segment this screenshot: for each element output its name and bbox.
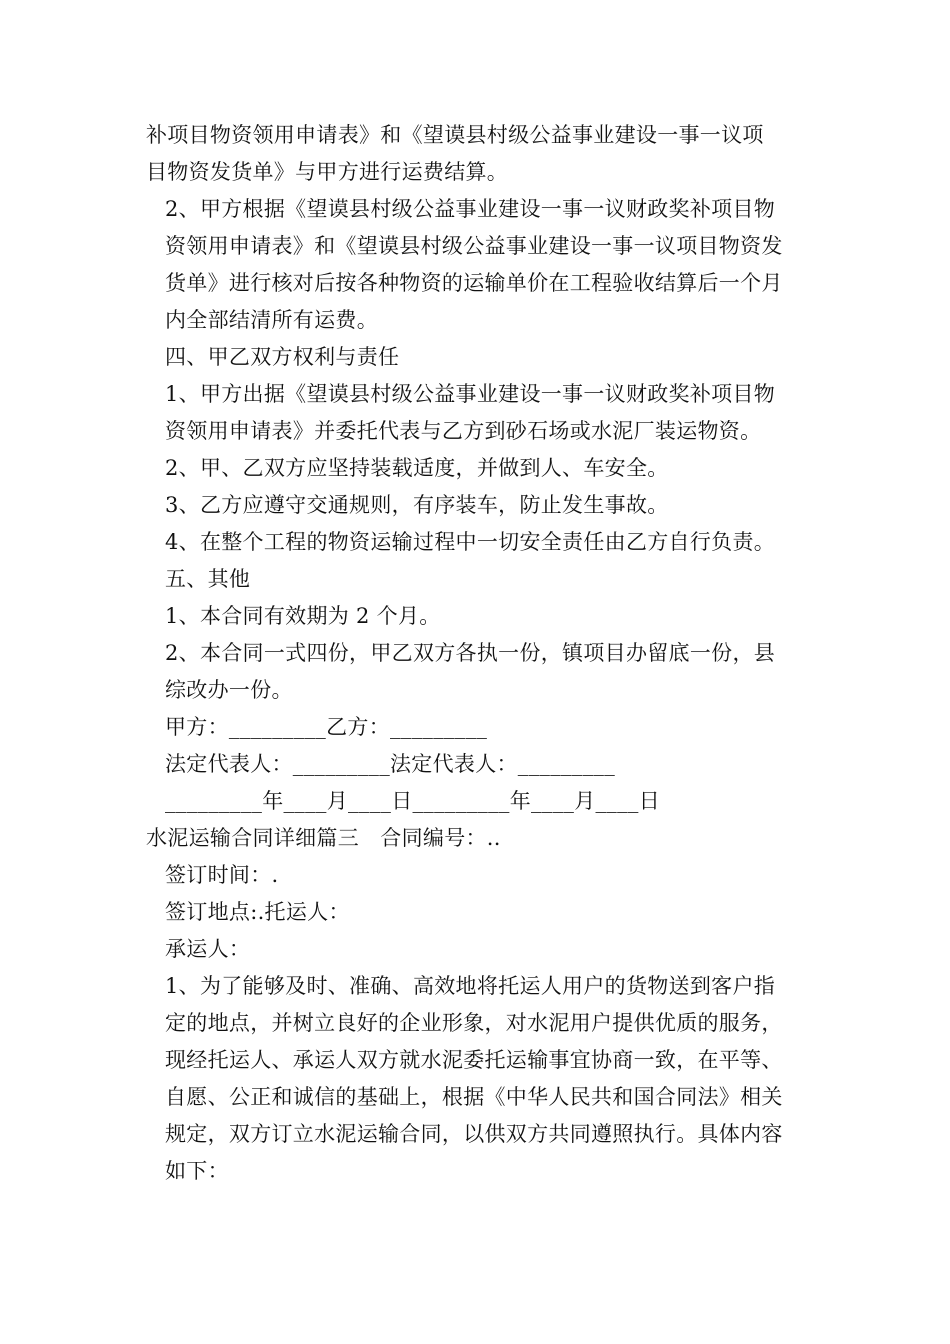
text-line: 3、乙方应遵守交通规则，有序装车，防止发生事故。 <box>165 493 669 517</box>
signature-representative-line <box>146 746 810 783</box>
text-line: 签订时间：. <box>165 863 279 887</box>
paragraph <box>146 968 810 1190</box>
text-line: 货单》进行核对后按各种物资的运输单价在工程验收结算后一个月 <box>165 271 783 295</box>
paragraph <box>146 191 810 339</box>
text-line: 自愿、公正和诚信的基础上，根据《中华人民共和国合同法》相关 <box>165 1085 783 1109</box>
text-line: 甲方：_________乙方：_________ <box>165 715 488 739</box>
text-line: 水泥运输合同详细篇三 合同编号：.. <box>146 826 501 850</box>
signing-time <box>146 857 810 894</box>
contract-heading <box>146 820 810 857</box>
text-line: 目物资发货单》与甲方进行运费结算。 <box>146 160 509 184</box>
section-heading <box>146 339 810 376</box>
text-line: 资领用申请表》和《望谟县村级公益事业建设一事一议项目物资发 <box>165 234 783 258</box>
paragraph <box>146 598 810 635</box>
signature-party-line <box>146 709 810 746</box>
text-line: 定的地点，并树立良好的企业形象，对水泥用户提供优质的服务， <box>165 1011 783 1035</box>
paragraph <box>146 450 810 487</box>
paragraph <box>146 376 810 450</box>
text-line: 现经托运人、承运人双方就水泥委托运输事宜协商一致，在平等、 <box>165 1048 783 1072</box>
text-line: 五、其他 <box>165 567 251 591</box>
paragraph <box>146 117 810 191</box>
text-line: 资领用申请表》并委托代表与乙方到砂石场或水泥厂装运物资。 <box>165 419 762 443</box>
paragraph <box>146 524 810 561</box>
text-line: 2、本合同一式四份，甲乙双方各执一份，镇项目办留底一份，县 <box>165 641 776 665</box>
text-line: 四、甲乙双方权利与责任 <box>165 345 400 369</box>
text-line: 综改办一份。 <box>165 678 293 702</box>
text-line: 4、在整个工程的物资运输过程中一切安全责任由乙方自行负责。 <box>165 530 776 554</box>
text-line: 2、甲方根据《望谟县村级公益事业建设一事一议财政奖补项目物 <box>165 197 776 221</box>
text-line: 1、本合同有效期为 2 个月。 <box>165 604 441 628</box>
text-line: 1、甲方出据《望谟县村级公益事业建设一事一议财政奖补项目物 <box>165 382 776 406</box>
text-line: 内全部结清所有运费。 <box>165 308 378 332</box>
carrier-line <box>146 931 810 968</box>
section-heading <box>146 561 810 598</box>
paragraph <box>146 635 810 709</box>
text-line: 承运人： <box>165 937 251 961</box>
text-line: 1、为了能够及时、准确、高效地将托运人用户的货物送到客户指 <box>165 974 776 998</box>
text-line: _________年____月____日_________年____月____日 <box>165 789 660 813</box>
document-body <box>146 117 810 1190</box>
paragraph <box>146 487 810 524</box>
text-line: 补项目物资领用申请表》和《望谟县村级公益事业建设一事一议项 <box>146 123 764 147</box>
text-line: 签订地点:.托运人： <box>165 900 350 924</box>
signature-date-line <box>146 783 810 820</box>
text-line: 如下： <box>165 1159 229 1183</box>
text-line: 法定代表人：_________法定代表人：_________ <box>165 752 615 776</box>
text-line: 规定，双方订立水泥运输合同，以供双方共同遵照执行。具体内容 <box>165 1122 783 1146</box>
text-line: 2、甲、乙双方应坚持装载适度，并做到人、车安全。 <box>165 456 669 480</box>
signing-place <box>146 894 810 931</box>
